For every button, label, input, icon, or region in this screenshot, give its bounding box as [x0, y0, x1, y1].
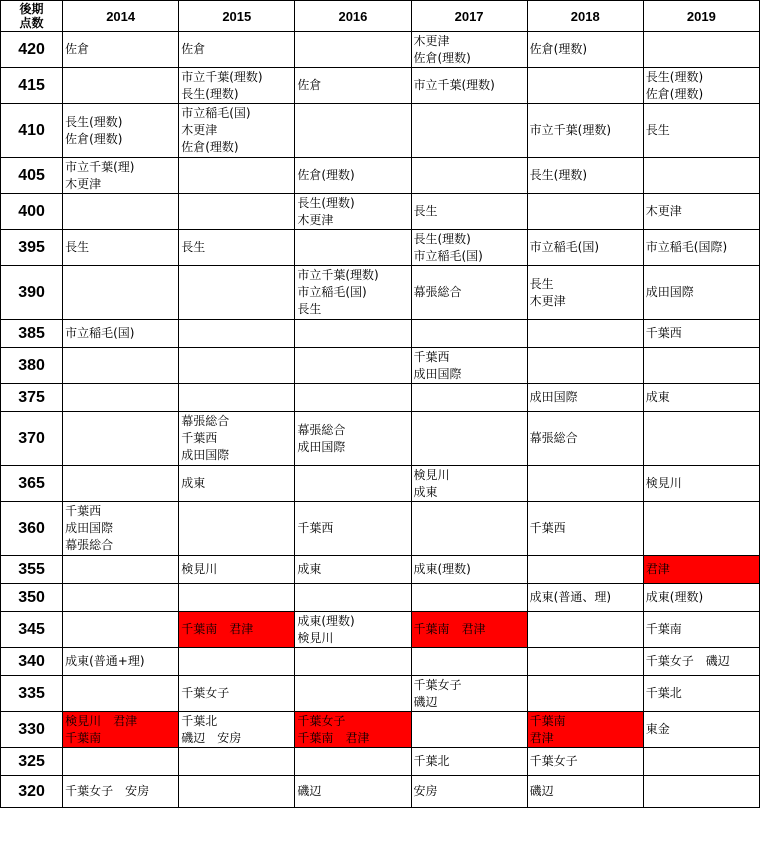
school-cell	[527, 556, 643, 584]
score-cell: 405	[1, 158, 63, 194]
school-cell	[63, 384, 179, 412]
year-header-2016: 2016	[295, 1, 411, 32]
school-cell: 千葉北	[411, 748, 527, 776]
school-cell	[63, 748, 179, 776]
table-row	[1, 776, 760, 808]
table-row	[1, 266, 760, 320]
school-cell	[63, 466, 179, 502]
table-row	[1, 748, 760, 776]
school-cell: 成東	[295, 556, 411, 584]
school-cell: 千葉西 成田国際 幕張総合	[63, 502, 179, 556]
school-cell: 長生(理数)	[527, 158, 643, 194]
school-cell: 千葉女子	[179, 676, 295, 712]
school-cell	[527, 648, 643, 676]
school-cell	[643, 776, 759, 808]
school-cell	[179, 384, 295, 412]
school-cell	[643, 412, 759, 466]
score-cell: 350	[1, 584, 63, 612]
school-cell	[527, 466, 643, 502]
school-cell: 長生(理数) 佐倉(理数)	[643, 68, 759, 104]
table-row	[1, 502, 760, 556]
table-row	[1, 712, 760, 748]
school-cell: 佐倉(理数)	[527, 32, 643, 68]
table-row	[1, 104, 760, 158]
highlighted-school-cell: 千葉南 君津	[179, 612, 295, 648]
score-cell: 335	[1, 676, 63, 712]
school-cell	[411, 412, 527, 466]
school-cell	[411, 384, 527, 412]
score-cell: 360	[1, 502, 63, 556]
score-cell: 375	[1, 384, 63, 412]
school-cell: 幕張総合	[411, 266, 527, 320]
school-cell	[411, 648, 527, 676]
year-header-2018: 2018	[527, 1, 643, 32]
table-row	[1, 556, 760, 584]
school-cell	[63, 194, 179, 230]
table-row	[1, 158, 760, 194]
school-cell: 成田国際	[527, 384, 643, 412]
school-cell	[295, 32, 411, 68]
school-cell	[63, 266, 179, 320]
school-cell: 東金	[643, 712, 759, 748]
score-cell: 365	[1, 466, 63, 502]
school-cell	[411, 502, 527, 556]
highlighted-school-cell: 君津	[643, 556, 759, 584]
school-cell	[295, 748, 411, 776]
score-cell: 415	[1, 68, 63, 104]
school-cell	[179, 776, 295, 808]
school-cell: 市立稲毛(国際)	[643, 230, 759, 266]
school-cell	[295, 230, 411, 266]
school-cell: 長生(理数) 佐倉(理数)	[63, 104, 179, 158]
school-cell: 佐倉(理数)	[295, 158, 411, 194]
school-cell: 佐倉	[179, 32, 295, 68]
school-cell	[179, 584, 295, 612]
school-cell	[179, 194, 295, 230]
school-cell	[63, 348, 179, 384]
school-cell: 幕張総合 千葉西 成田国際	[179, 412, 295, 466]
table-row	[1, 648, 760, 676]
school-cell: 検見川	[179, 556, 295, 584]
school-cell: 市立千葉(理数) 市立稲毛(国) 長生	[295, 266, 411, 320]
score-column-header: 後期 点数	[1, 1, 63, 32]
school-cell	[411, 712, 527, 748]
school-cell	[527, 194, 643, 230]
school-cell	[295, 648, 411, 676]
school-cell: 市立稲毛(国)	[527, 230, 643, 266]
school-cell	[411, 320, 527, 348]
school-cell: 市立千葉(理数)	[411, 68, 527, 104]
school-cell	[63, 584, 179, 612]
school-cell	[63, 676, 179, 712]
school-cell	[295, 384, 411, 412]
school-cell: 千葉西	[643, 320, 759, 348]
header-row	[1, 1, 760, 32]
school-cell	[63, 68, 179, 104]
school-cell: 千葉西	[527, 502, 643, 556]
school-cell: 長生	[411, 194, 527, 230]
score-cell: 345	[1, 612, 63, 648]
school-cell: 幕張総合	[527, 412, 643, 466]
school-cell	[179, 320, 295, 348]
school-cell: 市立千葉(理) 木更津	[63, 158, 179, 194]
school-cell: 成東(理数)	[411, 556, 527, 584]
school-cell: 千葉女子	[527, 748, 643, 776]
school-cell	[411, 158, 527, 194]
school-cell: 成東(普通+理)	[63, 648, 179, 676]
school-cell: 成東	[179, 466, 295, 502]
year-header-2014: 2014	[63, 1, 179, 32]
table-row	[1, 194, 760, 230]
school-cell: 千葉女子 磯辺	[411, 676, 527, 712]
school-cell: 検見川 成東	[411, 466, 527, 502]
school-cell	[295, 320, 411, 348]
table-body	[1, 32, 760, 808]
school-cell: 長生(理数) 木更津	[295, 194, 411, 230]
school-cell	[179, 748, 295, 776]
highlighted-school-cell: 千葉女子 千葉南 君津	[295, 712, 411, 748]
school-cell	[527, 68, 643, 104]
school-cell: 市立稲毛(国)	[63, 320, 179, 348]
score-cell: 410	[1, 104, 63, 158]
highlighted-school-cell: 千葉南 君津	[527, 712, 643, 748]
school-cell	[527, 676, 643, 712]
highlighted-school-cell: 千葉南 君津	[411, 612, 527, 648]
school-cell: 千葉西 成田国際	[411, 348, 527, 384]
table-row	[1, 412, 760, 466]
school-cell	[411, 584, 527, 612]
table-row	[1, 584, 760, 612]
school-cell	[295, 584, 411, 612]
school-cell: 千葉女子 安房	[63, 776, 179, 808]
school-cell	[63, 612, 179, 648]
highlighted-school-cell: 検見川 君津 千葉南	[63, 712, 179, 748]
table-row	[1, 320, 760, 348]
year-header-2019: 2019	[643, 1, 759, 32]
school-cell	[643, 32, 759, 68]
school-cell	[527, 348, 643, 384]
score-cell: 325	[1, 748, 63, 776]
school-cell: 木更津	[643, 194, 759, 230]
school-cell: 千葉南	[643, 612, 759, 648]
school-cell	[643, 748, 759, 776]
school-cell: 検見川	[643, 466, 759, 502]
school-cell	[63, 556, 179, 584]
school-cell: 長生	[179, 230, 295, 266]
table-row	[1, 348, 760, 384]
school-cell: 千葉西	[295, 502, 411, 556]
year-header-2017: 2017	[411, 1, 527, 32]
table-row	[1, 384, 760, 412]
school-cell: 市立千葉(理数) 長生(理数)	[179, 68, 295, 104]
school-cell	[295, 104, 411, 158]
school-cell	[179, 348, 295, 384]
school-cell	[179, 648, 295, 676]
score-cell: 340	[1, 648, 63, 676]
school-cell: 成東(普通、理)	[527, 584, 643, 612]
table-row	[1, 612, 760, 648]
school-cell: 市立千葉(理数)	[527, 104, 643, 158]
table-row	[1, 68, 760, 104]
school-cell: 市立稲毛(国) 木更津 佐倉(理数)	[179, 104, 295, 158]
school-cell	[295, 466, 411, 502]
school-cell: 長生 木更津	[527, 266, 643, 320]
school-cell: 長生	[643, 104, 759, 158]
school-cell: 磯辺	[295, 776, 411, 808]
school-cell: 成田国際	[643, 266, 759, 320]
score-cell: 355	[1, 556, 63, 584]
score-cell: 420	[1, 32, 63, 68]
school-cell	[643, 502, 759, 556]
score-cell: 385	[1, 320, 63, 348]
table-row	[1, 230, 760, 266]
school-cell: 佐倉	[295, 68, 411, 104]
score-cell: 320	[1, 776, 63, 808]
school-cell: 千葉北 磯辺 安房	[179, 712, 295, 748]
school-cell: 安房	[411, 776, 527, 808]
table-row	[1, 32, 760, 68]
school-cell: 幕張総合 成田国際	[295, 412, 411, 466]
school-cell	[643, 158, 759, 194]
school-cell	[527, 320, 643, 348]
school-cell	[411, 104, 527, 158]
score-cell: 390	[1, 266, 63, 320]
score-cell: 395	[1, 230, 63, 266]
score-cell: 370	[1, 412, 63, 466]
school-cell: 成東	[643, 384, 759, 412]
score-cell: 400	[1, 194, 63, 230]
school-cell	[295, 348, 411, 384]
school-cell	[179, 502, 295, 556]
school-cell: 長生	[63, 230, 179, 266]
table-row	[1, 466, 760, 502]
score-cell: 380	[1, 348, 63, 384]
school-cell: 木更津 佐倉(理数)	[411, 32, 527, 68]
school-cell	[179, 158, 295, 194]
school-cell	[63, 412, 179, 466]
school-cell: 成東(理数) 検見川	[295, 612, 411, 648]
school-cell	[179, 266, 295, 320]
school-cell: 千葉女子 磯辺	[643, 648, 759, 676]
school-cell: 長生(理数) 市立稲毛(国)	[411, 230, 527, 266]
school-cell: 佐倉	[63, 32, 179, 68]
score-cell: 330	[1, 712, 63, 748]
school-cell: 千葉北	[643, 676, 759, 712]
school-cell: 磯辺	[527, 776, 643, 808]
year-header-2015: 2015	[179, 1, 295, 32]
table-row	[1, 676, 760, 712]
school-cell	[527, 612, 643, 648]
school-cell: 成東(理数)	[643, 584, 759, 612]
school-cell	[295, 676, 411, 712]
school-cell	[643, 348, 759, 384]
